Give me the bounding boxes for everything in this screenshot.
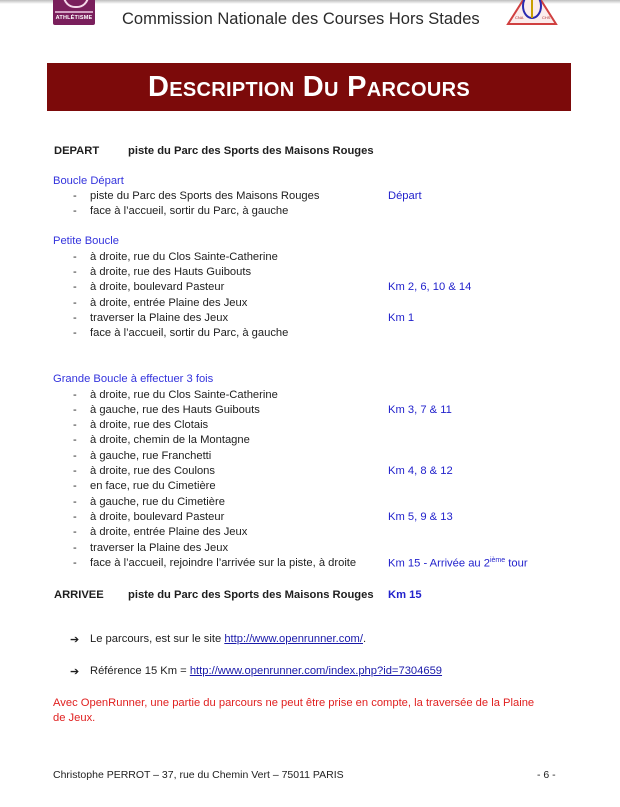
list-item-km: Km 2, 6, 10 & 14 xyxy=(388,281,472,293)
arrivee-label: ARRIVEE xyxy=(54,589,104,601)
bullet-dash: - xyxy=(73,205,77,217)
note-suffix: . xyxy=(363,633,367,645)
list-item-text: face à l’accueil, sortir du Parc, à gauche xyxy=(90,327,289,339)
openrunner-link[interactable]: http://www.openrunner.com/ xyxy=(224,633,363,645)
ffa-logo-text: ATHLÉTISME xyxy=(55,15,93,21)
arrivee-value: piste du Parc des Sports des Maisons Rouges xyxy=(128,589,374,601)
section-title-petite-boucle: Petite Boucle xyxy=(53,235,119,247)
cnchs-logo xyxy=(506,0,558,26)
list-item-text: à droite, rue des Coulons xyxy=(90,465,216,477)
page-title: Description Du Parcours xyxy=(147,70,471,103)
arrow-right-icon: ➔ xyxy=(70,634,80,646)
list-item-text: face à l’accueil, rejoindre l’arrivée sur la piste, à droite xyxy=(90,557,357,569)
km-text: Km 15 - Arrivée au 2 xyxy=(388,557,490,570)
list-item-km xyxy=(388,557,528,570)
openrunner-reference-link[interactable]: http://www.openrunner.com/index.php?id=7304659 xyxy=(189,665,443,677)
list-item-text: traverser la Plaine des Jeux xyxy=(90,312,229,324)
logo-text-left: CNA xyxy=(515,15,524,20)
list-item-text: à droite, entrée Plaine des Jeux xyxy=(90,526,248,538)
km-superscript: ième xyxy=(489,557,506,564)
bullet-dash: - xyxy=(73,389,77,401)
note-prefix: Le parcours, est sur le site xyxy=(90,633,225,645)
warning-line-2: de Jeux. xyxy=(53,712,96,724)
bullet-dash: - xyxy=(73,404,77,416)
bullet-dash: - xyxy=(73,312,77,324)
bullet-dash: - xyxy=(73,190,77,202)
list-item-text: piste du Parc des Sports des Maisons Rouges xyxy=(90,190,320,202)
list-item-text: à droite, chemin de la Montagne xyxy=(90,434,250,446)
list-item-text: traverser la Plaine des Jeux xyxy=(90,542,229,554)
bullet-dash: - xyxy=(73,419,77,431)
bullet-dash: - xyxy=(73,297,77,309)
km-after: tour xyxy=(505,557,528,570)
list-item-text: en face, rue du Cimetière xyxy=(90,480,216,492)
section-title-boucle-depart: Boucle Départ xyxy=(53,175,124,187)
bullet-dash: - xyxy=(73,327,77,339)
bullet-dash: - xyxy=(73,480,77,492)
bullet-dash: - xyxy=(73,496,77,508)
depart-label: DEPART xyxy=(54,145,100,157)
list-item-text: à droite, boulevard Pasteur xyxy=(90,511,225,523)
bullet-dash: - xyxy=(73,557,77,569)
note-site xyxy=(90,633,366,645)
arrow-right-icon: ➔ xyxy=(70,666,80,678)
note-reference xyxy=(90,665,442,677)
arrivee-km: Km 15 xyxy=(388,589,422,601)
list-item-text: à droite, boulevard Pasteur xyxy=(90,281,225,293)
list-item-text: à gauche, rue des Hauts Guibouts xyxy=(90,404,260,416)
list-item-text: à droite, rue du Clos Sainte-Catherine xyxy=(90,251,278,263)
list-item-text: face à l’accueil, sortir du Parc, à gauche xyxy=(90,205,289,217)
list-item-km: Km 5, 9 & 13 xyxy=(388,511,453,523)
bullet-dash: - xyxy=(73,542,77,554)
bullet-dash: - xyxy=(73,450,77,462)
list-item-text: à droite, entrée Plaine des Jeux xyxy=(90,297,248,309)
bullet-dash: - xyxy=(73,266,77,278)
warning-line-1: Avec OpenRunner, une partie du parcours ne peut être prise en compte, la traversée de la Plaine xyxy=(53,697,535,709)
section-title-grande-boucle: Grande Boucle à effectuer 3 fois xyxy=(53,373,214,385)
bullet-dash: - xyxy=(73,281,77,293)
ffa-logo-arc xyxy=(63,0,89,8)
header-title: Commission Nationale des Courses Hors Stades xyxy=(122,10,480,28)
title-banner xyxy=(47,63,571,111)
list-item-text: à droite, rue des Clotais xyxy=(90,419,209,431)
note-prefix: Référence 15 Km = xyxy=(90,665,190,677)
bullet-dash: - xyxy=(73,251,77,263)
list-item-text: à gauche, rue du Cimetière xyxy=(90,496,225,508)
list-item-km: Km 3, 7 & 11 xyxy=(388,404,452,416)
depart-value: piste du Parc des Sports des Maisons Rouges xyxy=(128,145,374,157)
footer-address: Christophe PERROT – 37, rue du Chemin Vert – 75011 PARIS xyxy=(53,769,344,781)
footer-page-number: - 6 - xyxy=(537,769,556,781)
bullet-dash: - xyxy=(73,526,77,538)
list-item-text: à droite, rue du Clos Sainte-Catherine xyxy=(90,389,278,401)
list-item-km: Départ xyxy=(388,190,422,202)
bullet-dash: - xyxy=(73,434,77,446)
list-item-km: Km 4, 8 & 12 xyxy=(388,465,453,477)
list-item-km: Km 1 xyxy=(388,312,415,324)
list-item-text: à gauche, rue Franchetti xyxy=(90,450,212,462)
logo-text-right: CHS xyxy=(542,15,551,20)
bullet-dash: - xyxy=(73,511,77,523)
ffa-logo-subtitle-line xyxy=(55,11,93,13)
bullet-dash: - xyxy=(73,465,77,477)
ffa-athletisme-logo xyxy=(53,0,95,25)
list-item-text: à droite, rue des Hauts Guibouts xyxy=(90,266,252,278)
